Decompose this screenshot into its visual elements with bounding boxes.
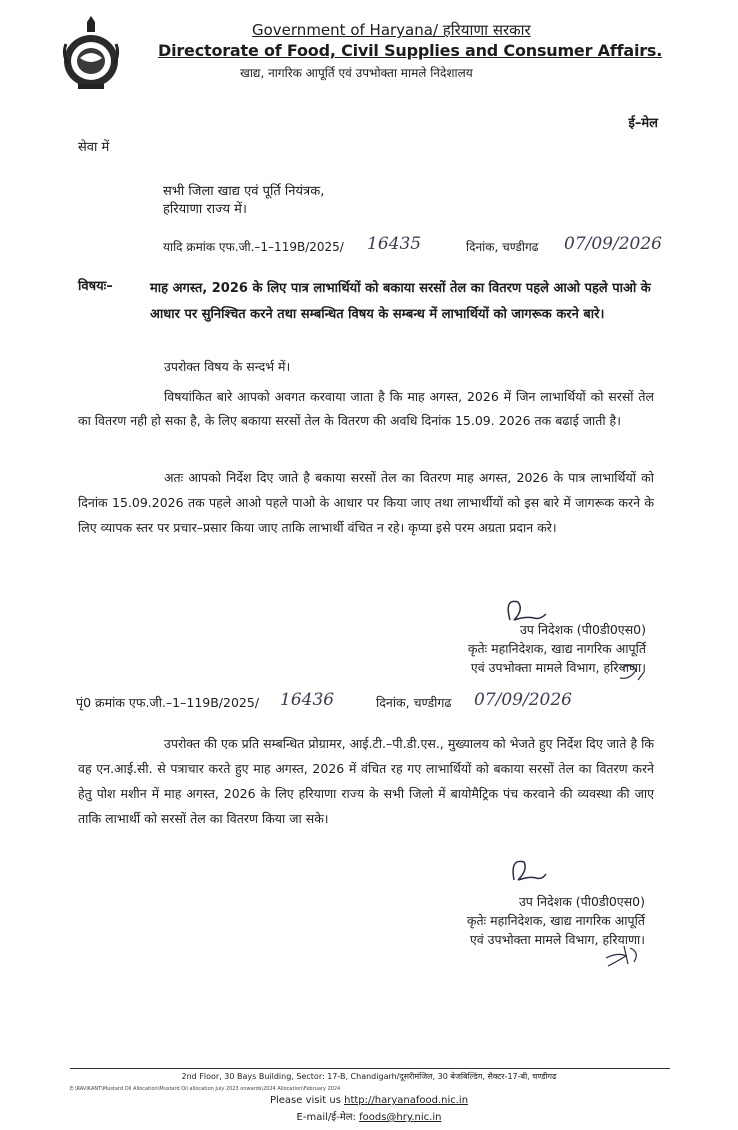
directorate-title-hindi: खाद्य, नागरिक आपूर्ति एवं उपभोक्ता मामले निदेशालय (240, 66, 473, 80)
addressee (163, 183, 324, 219)
endorsement-date-label: दिनांक, चण्डीगढ (376, 695, 452, 710)
visit-prefix: Please visit us (269, 1095, 345, 1106)
handwritten-ref-number: 16436 (280, 690, 335, 710)
subject-label: विषयः– (78, 279, 113, 294)
body-paragraph: विषयांकित बारे आपको अवगत करवाया जाता है कि माह अगस्त, 2026 में जिन लाभार्थियों को सरसों तेल का वितरण नही हो सका है, के लिए बकाया सरसों तेल के वितरण की अवधि दिनांक 15.09. 2026 तक बढाई जाती है। (78, 389, 654, 428)
signatory-line: एवं उपभोक्ता मामले विभाग, हरियाणा। (470, 660, 646, 675)
signature-block (467, 892, 645, 949)
handwritten-date: 07/09/2026 (474, 690, 572, 710)
subject-text: माह अगस्त, 2026 के लिए पात्र लाभार्थियों को बकाया सरसों तेल का वितरण पहले आओ पहले पाओ के आधार पर सुनिश्चित करने तथा सम्बन्धित विषय के सम्बन्ध में लाभार्थियों को जागरूक करने बारे। (150, 281, 651, 322)
signatory-line: कृतेः महानिदेशक, खाद्य नागरिक आपूर्ति (467, 641, 646, 656)
signatory-line: एवं उपभोक्ता मामले विभाग, हरियाणा। (469, 932, 645, 947)
letter-date-label: दिनांक, चण्डीगढ (466, 240, 539, 254)
endorsement-paragraph: उपरोक्त की एक प्रति सम्बन्धित प्रोग्रामर, आई.टी.–पी.डी.एस., मुख्यालय को भेजते हुए निर्देश दिए जाते है कि वह एन.आई.सी. से पत्राचार करते हुए माह अगस्त, 2026 में वंचित रह गए लाभार्थियों को बकाया सरसों तेल का वितरण करने हेतु पोश मशीन में माह अगस्त, 2026 के लिए हरियाणा राज्य के सभी जिलो में बायोमैट्रिक पंच करवाने की व्यवस्था की जाए ताकि लाभार्थी को सरसों तेल का वितरण किया जा सके। (78, 736, 654, 826)
footer-address: 2nd Floor, 30 Bays Building, Sector: 17-B, Chandigarh/दूसरीमंजिल, 30 बेजबिल्डिंग, सैक्टर-17-बी, चण्डीगढ (181, 1072, 557, 1081)
haryana-emblem-icon (60, 14, 122, 90)
body-paragraph: अतः आपको निर्देश दिए जाते है बकाया सरसों तेल का वितरण माह अगस्त, 2026 के पात्र लाभार्थियों को दिनांक 15.09.2026 तक पहले आओ पहले पाओ के आधार पर किया जाए तथा लाभार्थीयों को इस बारे में जागरूक करने के लिए व्यापक स्तर पर प्रचार–प्रसार किया जाए ताकि लाभार्थी वंचित न रहे। कृप्या इसे परम अग्रता प्रदान करे। (78, 470, 654, 535)
website-link[interactable]: http://haryanafood.nic.in (344, 1095, 469, 1106)
body-paragraph: उपरोक्त विषय के सन्दर्भ में। (164, 359, 291, 374)
handwritten-ref-number: 16435 (367, 234, 422, 254)
signatory-line: कृतेः महानिदेशक, खाद्य नागरिक आपूर्ति (466, 913, 645, 928)
signatory-designation: उप निदेशक (पी0डी0एस0) (519, 622, 646, 637)
addressee-line: सभी जिला खाद्य एवं पूर्ति नियंत्रक, (163, 184, 325, 199)
file-path: E:\RAVIKANT\Mustard Oil Allocation\Mustard Oil allocation July 2023 onwards\2024 Allocation\February 2024 (70, 1086, 341, 1092)
footer-email-line (0, 1109, 738, 1123)
email-link[interactable]: foods@hry.nic.in (359, 1112, 442, 1123)
government-title: Government of Haryana/ हरियाणा सरकार (252, 21, 531, 39)
handwritten-date: 07/09/2026 (564, 234, 662, 254)
email-prefix: E-mail/ई-मेल: (296, 1112, 360, 1123)
directorate-title: Directorate of Food, Civil Supplies and Consumer Affairs. (158, 41, 663, 60)
dispatch-mode: ई–मेल (628, 116, 658, 131)
footer-divider (70, 1068, 670, 1069)
endorsement-reference: पृं0 क्रमांक एफ.जी.–1–119B/2025/ (76, 695, 260, 710)
to-label: सेवा में (78, 140, 110, 155)
signatory-designation: उप निदेशक (पी0डी0एस0) (518, 894, 645, 909)
footer-website-line (0, 1095, 738, 1106)
signature-mark (513, 861, 546, 880)
initials-mark (606, 946, 636, 966)
addressee-line: हरियाणा राज्य में। (163, 202, 247, 217)
signature-mark (508, 601, 546, 620)
signature-block (468, 620, 646, 677)
letter-reference: यादि क्रमांक एफ.जी.–1–119B/2025/ (163, 240, 344, 254)
